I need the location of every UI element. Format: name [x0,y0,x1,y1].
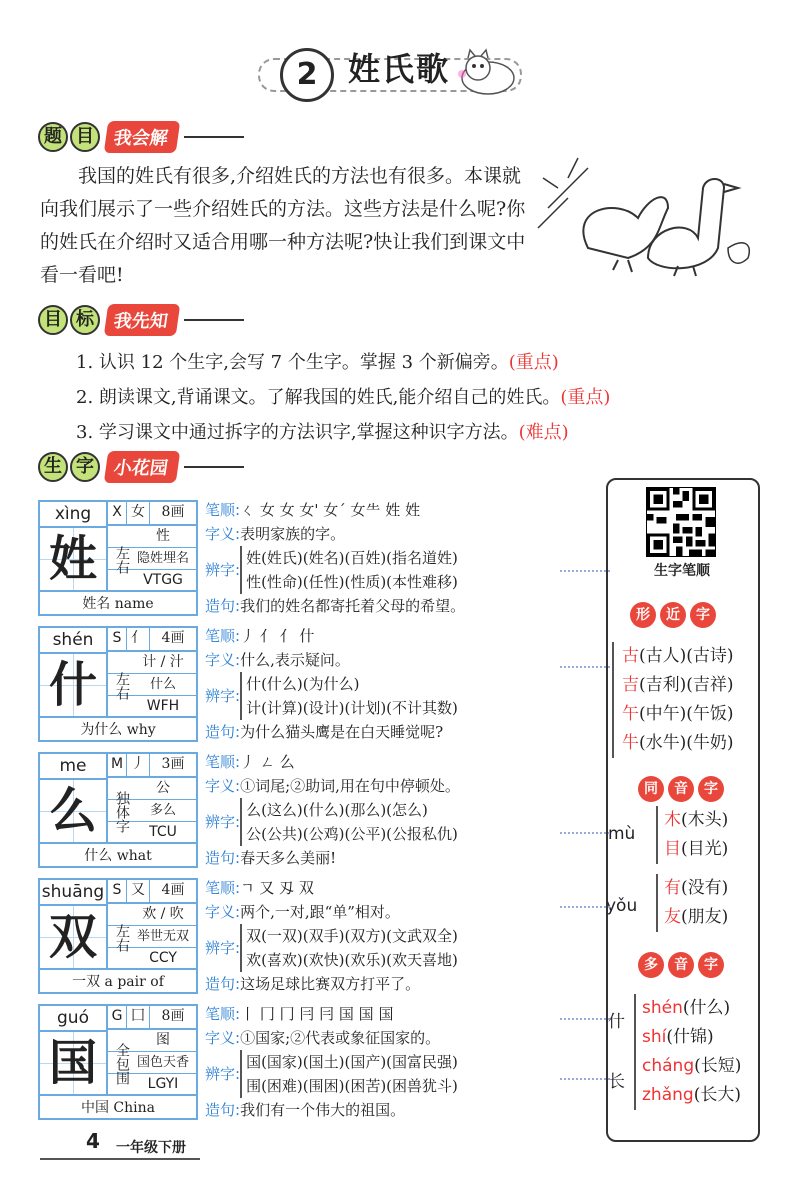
stroke-order: 丨 冂 冂 冃 冃 国 国 国 [240,1005,394,1023]
goal-item: 3. 学习课文中通过拆字的方法识字,掌握这种识字方法。(难点) [76,422,569,443]
card-word: 为什么 why [40,716,196,742]
duoyin-char: 什 [608,1012,625,1032]
header-char: 目 [70,122,100,152]
goals-header [38,305,244,335]
duoyin-group: shén(什么) shí(什锦) [634,994,730,1052]
header-label: 我会解 [104,121,180,153]
meaning: 两个,一对,跟“单”相对。 [240,903,400,921]
char-card [38,1004,198,1120]
xingjin-badge: 形 近 字 [630,602,716,628]
example-sentence: 我们的姓名都寄托着父母的希望。 [240,597,466,615]
card-structure: 左右 [114,924,130,952]
duoyin-group: cháng(长短) zhǎng(长大) [634,1052,741,1110]
compare-line: 性(性命)(任性)(性质)(本性难移) [246,573,458,591]
example-sentence: 我们有一个伟大的祖国。 [240,1101,406,1119]
compare-line: 国(国家)(国土)(国产)(国富民强) [246,1053,458,1071]
intro-text: 我国的姓氏有很多,介绍姓氏的方法也有很多。本课就向我们展示了一些介绍姓氏的方法。这些方法是什么呢?你的姓氏在介绍时又适合用哪一种方法呢?快让我们到课文中看一看吧! [40,165,526,286]
char-details: 笔顺:ㄑ 女 女 女' 女ˊ 女⺧ 姓 姓 字义:表明家族的字。 辨字: 姓(姓氏)(姓名)(百姓)(指名道姓) 性(性命)(任性)(性质)(本性难移) 造句:我们的姓名都寄托着父母的希望。 [205,501,466,615]
lesson-title: 姓氏歌 [348,50,451,88]
header-char: 生 [38,452,68,482]
card-word: 一双 a pair of [40,968,196,994]
char-details: 笔顺:丨 冂 冂 冃 冃 国 国 国 字义:①国家;②代表或象征国家的。 辨字: 国(国家)(国土)(国产)(国富民强) 围(困难)(围困)(困苦)(困兽犹斗) 造句:我们有一个伟大的祖国。 [205,1005,458,1119]
header-char: 字 [70,452,100,482]
char-details: 笔顺:丿 亻 亻 什 字义:什么,表示疑问。 辨字: 什(什么)(为什么) 计(计算)(设计)(计划)(不计其数) 造句:为什么猫头鹰是在白天睡觉呢? [205,627,458,741]
lesson-number: 2 [280,48,334,102]
char-card [38,500,198,616]
compare-line: 围(困难)(围困)(困苦)(困兽犹斗) [246,1077,458,1095]
char-card [38,626,198,742]
compare-line: 姓(姓氏)(姓名)(百姓)(指名道姓) [246,549,458,567]
card-pinyin: guó [40,1006,108,1032]
card-info: X 女 8画 性 隐姓埋名 VTGG [108,502,196,591]
example-sentence: 春天多么美丽! [240,849,337,867]
card-character: 什 [40,654,108,716]
tongyin-pinyin: mù [608,824,636,844]
header-label: 我先知 [104,304,180,336]
compare-line: 么(这么)(什么)(那么)(怎么) [246,801,428,819]
char-card [38,752,198,868]
connector [560,1018,610,1020]
card-character: 双 [40,906,108,968]
card-structure: 左右 [114,672,130,700]
card-pinyin: me [40,754,108,780]
compare-line: 公(公共)(公鸡)(公平)(公报私仇) [246,825,458,843]
card-word: 中国 China [40,1094,196,1120]
geese-illustration [528,148,768,280]
char-details: 笔顺:ㄱ 又 刄 双 字义:两个,一对,跟“单”相对。 辨字: 双(一双)(双手)(双方)(文武双全) 欢(喜欢)(欢快)(欢乐)(欢天喜地) 造句:这场足球比赛双方打平了。 [205,879,458,993]
tongyin-badge: 同 音 字 [638,776,724,802]
card-structure: 独体字 [114,791,130,833]
meaning: 表明家族的字。 [240,525,346,543]
card-pinyin: xìng [40,502,108,528]
card-word: 什么 what [40,842,196,868]
duoyin-char: 长 [608,1072,625,1092]
compare-line: 欢(喜欢)(欢快)(欢乐)(欢天喜地) [246,951,458,969]
card-info: S 又 4画 欢 / 吹 举世无双 CCY [108,880,196,969]
card-info: G 囗 8画 图 国色天香 LGYI [108,1006,196,1095]
char-card [38,878,198,994]
card-info: S 亻 4画 计 / 汁 什么 WFH [108,628,196,717]
stroke-order: ㄱ 又 刄 双 [240,879,314,897]
char-details: 笔顺:丿 ㄥ 么 字义:①词尾;②助词,用在句中停顿处。 辨字: 么(这么)(什么)(那么)(怎么) 公(公共)(公鸡)(公平)(公报私仇) 造句:春天多么美丽! [205,753,460,867]
card-pinyin: shuāng [40,880,108,906]
tongyin-pinyin: yǒu [606,896,638,916]
xingjin-list: 古(古人)(古诗) 吉(吉利)(吉祥) 午(中午)(午饭) 牛(水牛)(牛奶) [612,642,734,758]
chars-header [38,452,244,482]
goal-list [76,345,610,450]
header-label: 小花园 [104,451,180,483]
header-char: 题 [38,122,68,152]
goal-item: 1. 认识 12 个生字,会写 7 个生字。掌握 3 个新偏旁。(重点) [76,352,559,373]
card-structure: 全包围 [114,1043,130,1085]
card-word: 姓名 name [40,590,196,616]
compare-line: 什(什么)(为什么) [246,675,360,693]
card-pinyin: shén [40,628,108,654]
connector [560,906,610,908]
page-number: 4 [86,1129,100,1153]
stroke-order: 丿 亻 亻 什 [240,627,315,645]
card-info: M 丿 3画 公 多么 TCU [108,754,196,843]
intro-header [38,122,244,152]
connector [560,570,610,572]
qr-code[interactable] [646,487,716,557]
goal-item: 2. 朗读课文,背诵课文。了解我国的姓氏,能介绍自己的姓氏。(重点) [76,387,611,408]
example-sentence: 为什么猫头鹰是在白天睡觉呢? [240,723,444,741]
duoyin-badge: 多 音 字 [638,952,724,978]
kitten-illustration [448,44,528,100]
card-structure: 左右 [114,546,130,574]
connector [560,1078,610,1080]
meaning: 什么,表示疑问。 [240,651,350,669]
stroke-order: 丿 ㄥ 么 [240,753,295,771]
connector [560,832,610,834]
meaning: ①国家;②代表或象征国家的。 [240,1029,441,1047]
book-name: 一年级下册 [116,1140,186,1156]
tongyin-group: 有(没有) 友(朋友) [656,874,728,932]
qr-label: 生字笔顺 [654,563,710,579]
card-character: 国 [40,1032,108,1094]
connector [560,666,610,668]
card-character: 姓 [40,528,108,590]
compare-line: 计(计算)(设计)(计划)(不计其数) [246,699,458,717]
example-sentence: 这场足球比赛双方打平了。 [240,975,421,993]
stroke-order: ㄑ 女 女 女' 女ˊ 女⺧ 姓 姓 [240,501,421,519]
footer-line [40,1158,200,1160]
tongyin-group: 木(木头) 目(目光) [656,806,728,864]
card-character: 么 [40,780,108,842]
meaning: ①词尾;②助词,用在句中停顿处。 [240,777,460,795]
header-char: 标 [70,305,100,335]
compare-line: 双(一双)(双手)(双方)(文武双全) [246,927,458,945]
header-char: 目 [38,305,68,335]
